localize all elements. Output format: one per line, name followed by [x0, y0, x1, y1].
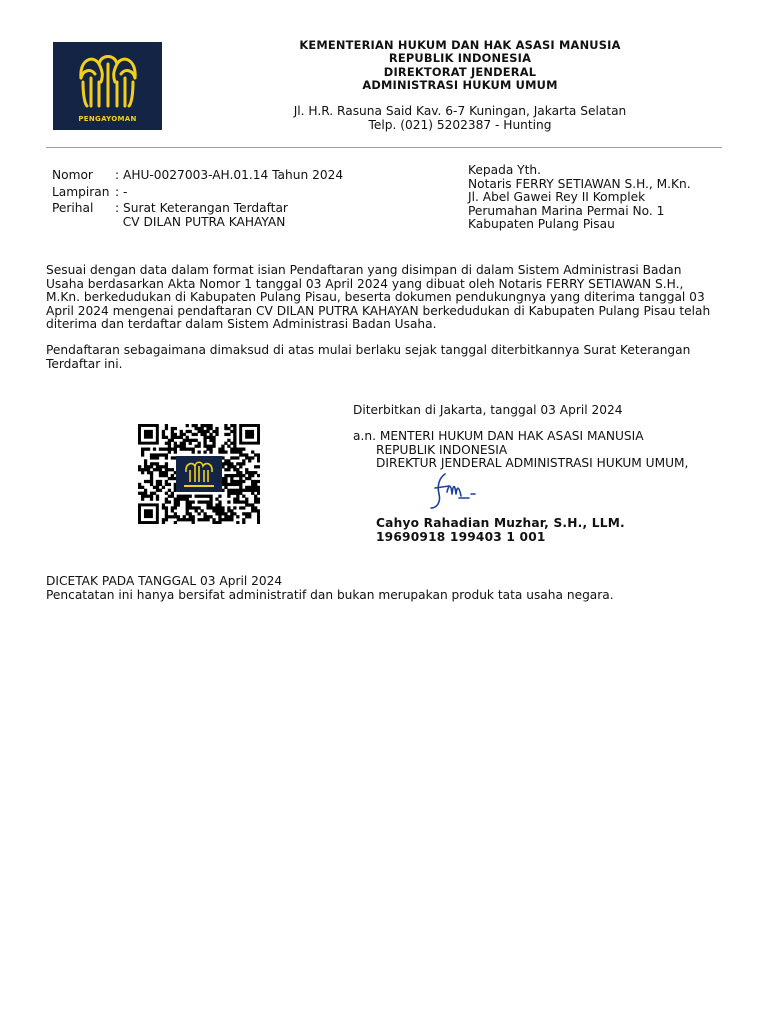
- lampiran-value: : -: [115, 184, 128, 199]
- body-paragraph-2: [46, 344, 726, 371]
- logo-caption: PENGAYOMAN: [78, 115, 137, 123]
- nomor-value: : AHU-0027003-AH.01.14 Tahun 2024: [115, 168, 344, 182]
- addressee-street: Jl. Abel Gawei Rey II Komplek: [468, 190, 646, 204]
- paragraph-line: Terdaftar ini.: [46, 356, 123, 371]
- signature-mark: [425, 470, 485, 512]
- office-phone: Telp. (021) 5202387 - Hunting: [368, 118, 552, 133]
- paragraph-line: diterima dan terdaftar dalam Sistem Administrasi Badan Usaha.: [46, 317, 437, 332]
- paragraph-line: Sesuai dengan data dalam format isian Pendaftaran yang disimpan di dalam Sistem Administrasi Badan: [46, 263, 682, 277]
- perihal-value-company: CV DILAN PUTRA KAHAYAN: [115, 214, 286, 229]
- letterhead: [170, 39, 750, 132]
- qr-code: [138, 424, 260, 524]
- officer-nip: 19690918 199403 1 001: [376, 530, 546, 544]
- country-name: REPUBLIK INDONESIA: [388, 51, 532, 66]
- office-address: Jl. H.R. Rasuna Said Kav. 6-7 Kuningan, Jakarta Selatan: [293, 104, 627, 119]
- qr-code-icon: [138, 424, 260, 524]
- perihal-value: : Surat Keterangan Terdaftar: [115, 201, 288, 215]
- lampiran-label: Lampiran: [52, 184, 110, 199]
- print-date: DICETAK PADA TANGGAL 03 April 2024: [46, 574, 283, 588]
- officer-block: [376, 516, 625, 544]
- addressee-block: [468, 164, 691, 232]
- paragraph-line: Pendaftaran sebagaimana dimaksud di atas mulai berlaku sejak tanggal diterbitkannya Surat Keterangan: [46, 343, 691, 357]
- addressee-salutation: Kepada Yth.: [468, 163, 541, 177]
- header-divider: [46, 147, 722, 148]
- directorate-subname: ADMINISTRASI HUKUM UMUM: [362, 77, 558, 92]
- meta-row-lampiran: [52, 184, 343, 201]
- officer-name: Cahyo Rahadian Muzhar, S.H., LLM.: [376, 516, 625, 530]
- signature-icon: [425, 470, 485, 512]
- issue-date: Diterbitkan di Jakarta, tanggal 03 April 2024: [353, 403, 623, 417]
- disclaimer: Pencatatan ini hanya bersifat administratif dan bukan merupakan produk tata usaha negara.: [46, 587, 614, 602]
- print-footer: [46, 575, 614, 603]
- addressee-name: Notaris FERRY SETIAWAN S.H., M.Kn.: [468, 176, 691, 191]
- nomor-label: Nomor: [52, 168, 93, 182]
- perihal-label: Perihal: [52, 201, 94, 215]
- signatory-country: REPUBLIK INDONESIA: [376, 442, 508, 457]
- paragraph-line: April 2024 mengenai pendaftaran CV DILAN PUTRA KAHAYAN berkedudukan di Kabupaten Pulang Pisau telah: [46, 303, 711, 318]
- addressee-regency: Kabupaten Pulang Pisau: [468, 217, 615, 231]
- paragraph-line: M.Kn. berkedudukan di Kabupaten Pulang Pisau, beserta dokumen pendukungnya yang diterima tanggal 03: [46, 290, 705, 305]
- meta-row-perihal-cont: [52, 214, 343, 231]
- meta-row-nomor: [52, 167, 343, 184]
- letter-meta: [52, 167, 343, 230]
- ministry-logo: [53, 42, 162, 130]
- paragraph-line: Usaha berdasarkan Akta Nomor 1 tanggal 03 April 2024 yang dibuat oleh Notaris FERRY SETIAWAN S.H.,: [46, 276, 684, 291]
- signatory-on-behalf: a.n. MENTERI HUKUM DAN HAK ASASI MANUSIA: [353, 429, 644, 443]
- body-paragraph-1: [46, 264, 726, 332]
- ministry-name: KEMENTERIAN HUKUM DAN HAK ASASI MANUSIA: [299, 38, 621, 52]
- directorate-name: DIREKTORAT JENDERAL: [383, 64, 537, 79]
- signatory-block: [353, 430, 688, 471]
- addressee-complex: Perumahan Marina Permai No. 1: [468, 203, 665, 218]
- signatory-title: DIREKTUR JENDERAL ADMINISTRASI HUKUM UMUM,: [376, 456, 689, 470]
